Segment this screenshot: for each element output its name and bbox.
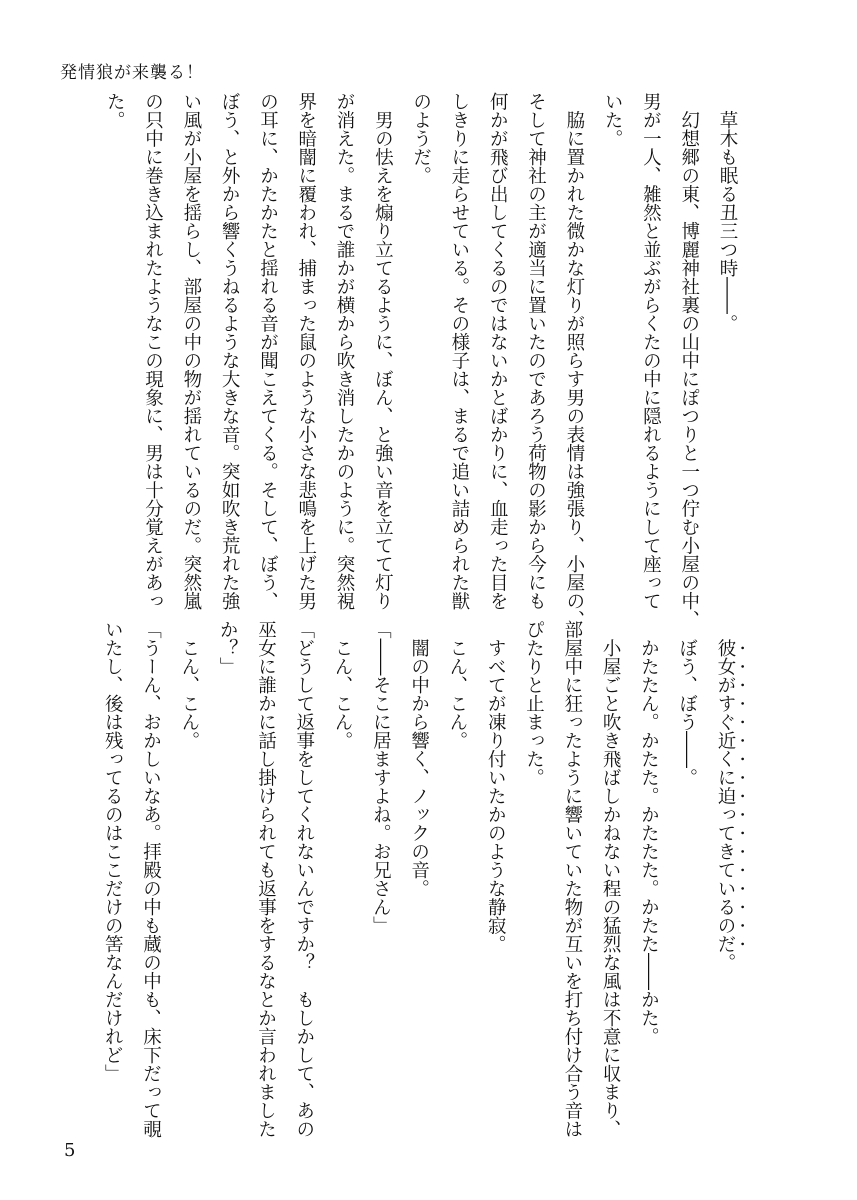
text-line: か？」 (217, 620, 239, 676)
text-line: 脇に置かれた微かな灯りが照らす男の表情は強張り、小屋の、 (563, 92, 585, 629)
text-line: すべてが凍り付いたかのような静寂。 (485, 620, 507, 953)
text-line-emphasis (706, 620, 746, 1145)
text-line: こん、こん。 (178, 620, 200, 750)
text-line: こん、こん。 (446, 620, 468, 750)
text-line: 草木も眠る丑三つ時――。 (717, 92, 738, 333)
text-line: 「どうして返事をしてくれないんですか？ もしかして、あの (293, 620, 315, 1138)
text-line: 巫女に誰かに話し掛けられても返事をするなとか言われました (255, 620, 277, 1138)
text-block-top (95, 92, 746, 629)
text-line: 「――そこに居ますよね。お兄さん」 (370, 620, 392, 935)
text-line: のようだ。 (410, 92, 432, 185)
text-line: いた。 (602, 92, 624, 148)
text-line: 幻想郷の東、博麗神社裏の山中にぽつりと一つ佇む小屋の中、 (678, 92, 700, 629)
text-line: 部屋中に狂ったように響いていた物が互いを打ち付け合う音は (561, 620, 583, 1138)
text-line: 「うーん、おかしいなあ。拝殿の中も蔵の中も、床下だって覗 (140, 620, 162, 1138)
text-line: こん、こん。 (332, 620, 354, 750)
text-block-bottom (93, 620, 746, 1145)
text-line: かたたん。かたた。かたたた。かたた――かた。 (638, 620, 660, 1046)
page-number: 5 (64, 1140, 76, 1161)
emphasized-text: 彼女がすぐ近くに迫ってきているのだ。 (715, 638, 736, 972)
text-line: が消えた。まるで誰かが横から吹き消したかのように。突然視 (334, 92, 356, 610)
text-line: た。 (104, 92, 126, 129)
text-line: 界を暗闇に覆われ、捕まった鼠のような小さな悲鳴を上げた男 (295, 92, 317, 610)
text-line: の耳に、かたかたと揺れる音が聞こえてくる。そして、ぼう、 (257, 92, 279, 610)
text-line: 男が一人、雑然と並ぶがらくたの中に隠れるようにして座って (640, 92, 662, 610)
text-line: ぼう、ぼう――。 (676, 620, 698, 787)
text-line: の只中に巻き込まれたようなこの現象に、男は十分覚えがあっ (142, 92, 164, 610)
text-line: 何かが飛び出してくるのではないかとばかりに、血走った目を (487, 92, 509, 610)
running-header: 発情狼が来襲る！ (60, 63, 204, 83)
text-line: しきりに走らせている。その様子は、まるで追い詰められた獣 (448, 92, 470, 610)
text-line: ぼう、と外から響くうねるような大きな音。突如吹き荒れた強 (219, 92, 241, 610)
text-line: そして神社の主が適当に置いたのであろう荷物の影から今にも (525, 92, 547, 610)
text-line: いたし、後は残ってるのはここだけの筈なんだけれど」 (102, 620, 124, 1083)
text-line: 闇の中から響く、ノックの音。 (408, 620, 430, 898)
text-line: 小屋ごと吹き飛ばしかねない程の猛烈な風は不意に収まり、 (600, 620, 622, 1138)
text-line: ぴたりと止まった。 (523, 620, 545, 787)
text-line: 男の怯えを煽り立てるように、ぼん、と強い音を立てて灯り (372, 92, 394, 610)
text-line: い風が小屋を揺らし、部屋の中の物が揺れているのだ。突然嵐 (180, 92, 202, 610)
